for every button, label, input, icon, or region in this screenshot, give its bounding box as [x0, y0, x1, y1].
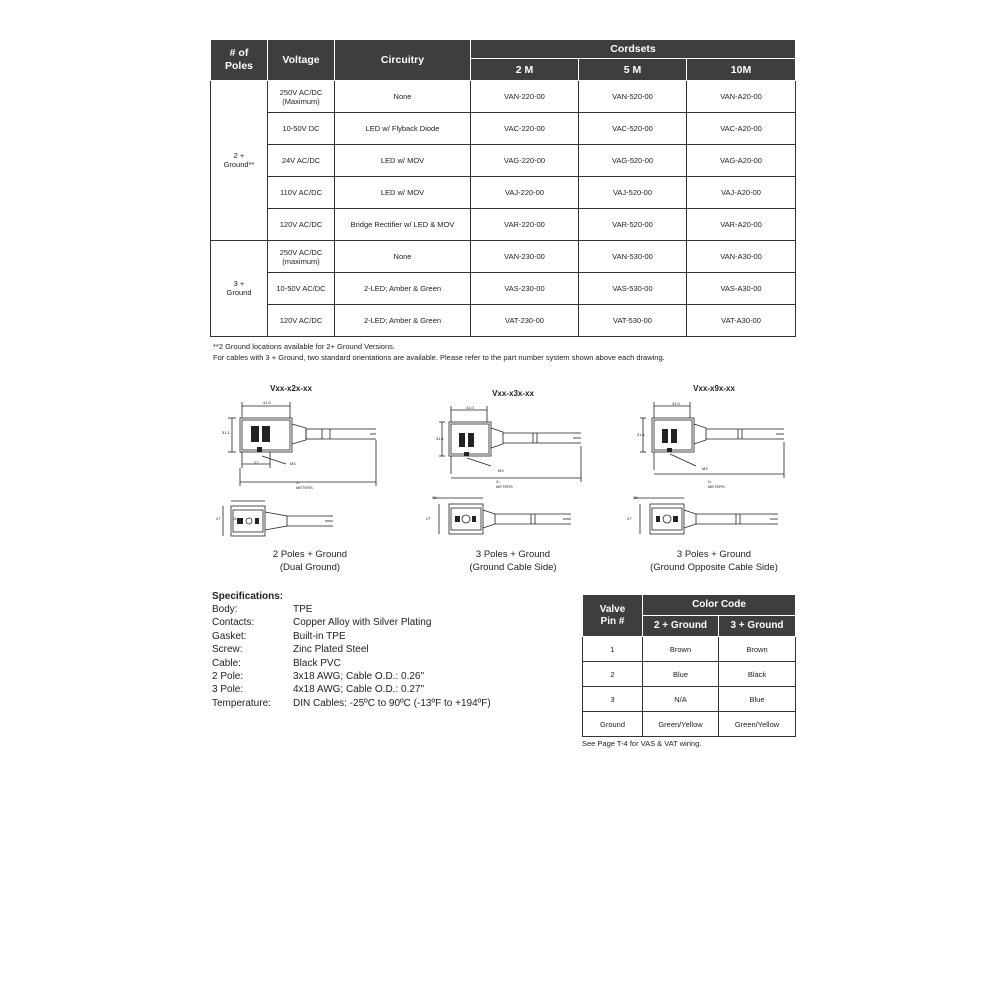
drawing-caption-2: [413, 549, 613, 574]
dim-width-1: 41.0: [263, 400, 271, 405]
c10m-cell: VAN-A30-00: [687, 241, 796, 273]
meters-label-2: X-METERS: [496, 479, 513, 489]
c2m-cell: VAN-220-00: [471, 81, 579, 113]
connector-side-view-1: [220, 398, 390, 490]
spec-key: Cable:: [212, 657, 241, 669]
dim-27-front-1: 27: [216, 516, 221, 521]
spec-value: Copper Alloy with Silver Plating: [293, 617, 432, 629]
voltage-cell: 24V AC/DC: [268, 145, 335, 177]
header-voltage: Voltage: [268, 40, 335, 81]
c5m-cell: VAG-520-00: [579, 145, 687, 177]
voltage-cell: 120V AC/DC: [268, 305, 335, 337]
circuitry-cell: 2-LED; Amber & Green: [335, 273, 471, 305]
color-three-cell: Brown: [719, 637, 796, 662]
circuitry-cell: LED w/ Flyback Diode: [335, 113, 471, 145]
color-two-cell: Blue: [643, 662, 719, 687]
note-ground-locations: **2 Ground locations available for 2+ Ground Versions.: [213, 342, 395, 351]
color-code-row: [583, 687, 796, 712]
c2m-cell: VAC-220-00: [471, 113, 579, 145]
c5m-cell: VAN-530-00: [579, 241, 687, 273]
spec-row: [212, 643, 491, 656]
drawing-caption-3: [614, 549, 814, 574]
dim-27-front-2: 27: [426, 516, 431, 521]
spec-value: Black PVC: [293, 657, 341, 669]
c5m-cell: VAS-530-00: [579, 273, 687, 305]
voltage-cell: 10-50V AC/DC: [268, 273, 335, 305]
specs-list: [212, 603, 491, 710]
spec-row: [212, 670, 491, 683]
specs-title: Specifications:: [212, 591, 284, 602]
color-three-cell: Blue: [719, 687, 796, 712]
dim-height-1: 31.1: [222, 430, 230, 435]
voltage-cell: 250V AC/DC (maximum): [268, 241, 335, 273]
dim-height-2: 31.1: [436, 436, 444, 441]
spec-value: Built-in TPE: [293, 630, 346, 642]
caption-3-line2: (Ground Opposite Cable Side): [650, 561, 778, 573]
c5m-cell: VAC-520-00: [579, 113, 687, 145]
voltage-cell: 250V AC/DC (Maximum): [268, 81, 335, 113]
c10m-cell: VAJ-A20-00: [687, 177, 796, 209]
header-10m: 10M: [687, 59, 796, 81]
connector-top-view-1: [213, 498, 383, 543]
header-3-ground: 3 + Ground: [719, 616, 796, 637]
c10m-cell: VAT-A30-00: [687, 305, 796, 337]
spec-key: Body:: [212, 604, 238, 615]
color-pin-cell: Ground: [583, 712, 643, 737]
meters-label-1: X-METERS: [296, 480, 313, 490]
circuitry-cell: LED w/ MOV: [335, 145, 471, 177]
m3-label-1: M3: [290, 461, 296, 466]
spec-row: [212, 683, 491, 696]
dim-28-front-3: 28: [633, 495, 638, 500]
connector-top-view-3: [624, 494, 794, 544]
color-code-row: [583, 637, 796, 662]
color-pin-cell: 3: [583, 687, 643, 712]
m3-label-2: M3: [498, 468, 504, 473]
header-2m: 2 M: [471, 59, 579, 81]
circuitry-cell: None: [335, 81, 471, 113]
dim-18-front-1: 18: [232, 516, 237, 521]
circuitry-cell: None: [335, 241, 471, 273]
spec-value: 4x18 AWG; Cable O.D.: 0.27": [293, 684, 425, 696]
dim-28-front-2: 28: [432, 495, 437, 500]
c10m-cell: VAG-A20-00: [687, 145, 796, 177]
cordset-row: [211, 273, 796, 305]
color-code-body: [583, 637, 796, 737]
drawing-label-1: Vxx-x2x-xx: [270, 384, 312, 393]
color-two-cell: Green/Yellow: [643, 712, 719, 737]
c10m-cell: VAN-A20-00: [687, 81, 796, 113]
caption-2-line1: 3 Poles + Ground: [475, 549, 551, 560]
c2m-cell: VAS-230-00: [471, 273, 579, 305]
note-orientations: For cables with 3 + Ground, two standard orientations are available. Please refer to the part number system shown above each drawing.: [213, 353, 665, 362]
color-code-note: See Page T-4 for VAS & VAT wiring.: [582, 739, 702, 748]
spec-row: [212, 616, 491, 629]
spec-row: [212, 630, 491, 643]
caption-2-line2: (Ground Cable Side): [469, 561, 557, 573]
c5m-cell: VAN-520-00: [579, 81, 687, 113]
drawing-label-3: Vxx-x9x-xx: [693, 384, 735, 393]
spec-key: 3 Pole:: [212, 684, 244, 696]
dim-27-1: 27: [254, 460, 259, 465]
circuitry-cell: Bridge Rectifier w/ LED & MOV: [335, 209, 471, 241]
header-5m: 5 M: [579, 59, 687, 81]
connector-side-view-3: [634, 398, 804, 490]
poles-cell: 3 + Ground: [211, 241, 268, 337]
specifications: [212, 590, 491, 710]
c2m-cell: VAN-230-00: [471, 241, 579, 273]
drawing-label-2: Vxx-x3x-xx: [492, 389, 534, 398]
dim-width-2: 41.0: [466, 405, 474, 410]
color-three-cell: Green/Yellow: [719, 712, 796, 737]
spec-key: Contacts:: [212, 617, 255, 629]
cordset-row: [211, 209, 796, 241]
color-two-cell: N/A: [643, 687, 719, 712]
cordset-row: [211, 305, 796, 337]
color-three-cell: Black: [719, 662, 796, 687]
cordset-row: [211, 81, 796, 113]
c2m-cell: VAJ-220-00: [471, 177, 579, 209]
spec-value: 3x18 AWG; Cable O.D.: 0.26": [293, 671, 425, 683]
header-cordsets: Cordsets: [471, 40, 796, 59]
dim-width-3: 41.0: [672, 401, 680, 406]
drawing-caption-1: [210, 549, 410, 574]
cordset-row: [211, 113, 796, 145]
cordset-row: [211, 241, 796, 273]
spec-row: [212, 697, 491, 710]
color-code-row: [583, 662, 796, 687]
color-two-cell: Brown: [643, 637, 719, 662]
circuitry-cell: LED w/ MOV: [335, 177, 471, 209]
color-pin-cell: 1: [583, 637, 643, 662]
spec-key: Screw:: [212, 644, 243, 656]
spec-key: 2 Pole:: [212, 671, 244, 683]
spec-row: [212, 657, 491, 670]
c10m-cell: VAC-A20-00: [687, 113, 796, 145]
voltage-cell: 110V AC/DC: [268, 177, 335, 209]
spec-key: Temperature:: [212, 697, 271, 709]
meters-label-3: X-METERS: [708, 479, 725, 489]
circuitry-cell: 2-LED; Amber & Green: [335, 305, 471, 337]
caption-3-line1: 3 Poles + Ground: [676, 549, 752, 560]
c5m-cell: VAT-530-00: [579, 305, 687, 337]
c2m-cell: VAG-220-00: [471, 145, 579, 177]
connector-top-view-2: [423, 494, 593, 544]
color-code-table: [582, 594, 796, 737]
spec-value: DIN Cables: -25ºC to 90ºC (-13ºF to +194ºF): [293, 697, 491, 709]
spec-row: [212, 603, 491, 616]
spec-key: Gasket:: [212, 630, 247, 642]
cordset-row: [211, 177, 796, 209]
header-valve-pin: Valve Pin #: [583, 595, 643, 637]
m3-label-3: M3: [702, 466, 708, 471]
dim-height-3: 31.1: [637, 432, 645, 437]
header-color-code: Color Code: [643, 595, 796, 616]
spec-value: Zinc Plated Steel: [293, 644, 369, 656]
cordset-table-body: [211, 81, 796, 337]
header-2-ground: 2 + Ground: [643, 616, 719, 637]
c5m-cell: VAJ-520-00: [579, 177, 687, 209]
c5m-cell: VAR-520-00: [579, 209, 687, 241]
cordset-table: [210, 39, 796, 337]
cordset-row: [211, 145, 796, 177]
voltage-cell: 10-50V DC: [268, 113, 335, 145]
header-poles: # of Poles: [211, 40, 268, 81]
color-pin-cell: 2: [583, 662, 643, 687]
connector-side-view-2: [433, 402, 603, 494]
color-code-row: [583, 712, 796, 737]
c2m-cell: VAT-230-00: [471, 305, 579, 337]
poles-cell: 2 + Ground**: [211, 81, 268, 241]
voltage-cell: 120V AC/DC: [268, 209, 335, 241]
caption-1-line1: 2 Poles + Ground: [272, 549, 348, 560]
c10m-cell: VAR-A20-00: [687, 209, 796, 241]
spec-value: TPE: [293, 604, 313, 615]
header-circuitry: Circuitry: [335, 40, 471, 81]
table-notes: [213, 341, 665, 363]
c2m-cell: VAR-220-00: [471, 209, 579, 241]
caption-1-line2: (Dual Ground): [279, 561, 341, 573]
c10m-cell: VAS-A30-00: [687, 273, 796, 305]
dim-27-front-3: 27: [627, 516, 632, 521]
